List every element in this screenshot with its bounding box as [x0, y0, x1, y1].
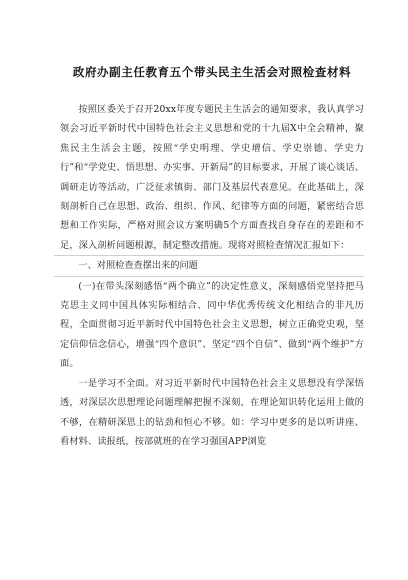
intro-paragraph: 按照区委关于召开20xx年度专题民主生活会的通知要求，我认真学习领会习近平新时代中国特色社会主义思想和党的十九届X中全会精神，聚焦民主生活会主题，按照“学史明理、学史增信、学史崇德、学史力行”和“学党史、悟思想、办实事、开新局”的目标要求，开展了谈心谈话、调研走访等活动，广泛征求镇街、部门及基层代表意见。在此基础上，深刻剖析自己在思想、政治、组织、作风、纪律等方面的问题，紧密结合思想和工作实际，严格对照会议方案明确5个方面查找自身存在的差距和不足，深入剖析问题根源，制定整改措施。现将对照检查情况汇报如下： — [60, 104, 365, 251]
document-title: 政府办副主任教育五个带头民主生活会对照检查材料 — [72, 65, 352, 79]
subsection-paragraph-1: (一)在带头深刻感悟“两个确立”的决定性意义，深刻感悟党坚持把马克思主义同中国具体实际相结合、同中华优秀传统文化相结合的非凡历程，全面贯彻习近平新时代中国特色社会主义思想，树立正确党史观，坚定信仰信念信心，增强“四个意识”、坚定“四个自信”、做到“两个维护”方面。 — [60, 280, 364, 370]
point-paragraph-1: 一是学习不全面。对习近平新时代中国特色社会主义思想没有学深悟透，对深层次思想理论问题理解把握不深刻，在理论知识转化运用上做的不够，在精研深思上的钻劲和恒心不够。如：学习中更多的是以听讲座、看材料、读报纸，按部就班的在学习强国APP浏览 — [60, 377, 364, 447]
section-heading-1: 一、对照检查查摆出来的问题 — [54, 255, 364, 276]
